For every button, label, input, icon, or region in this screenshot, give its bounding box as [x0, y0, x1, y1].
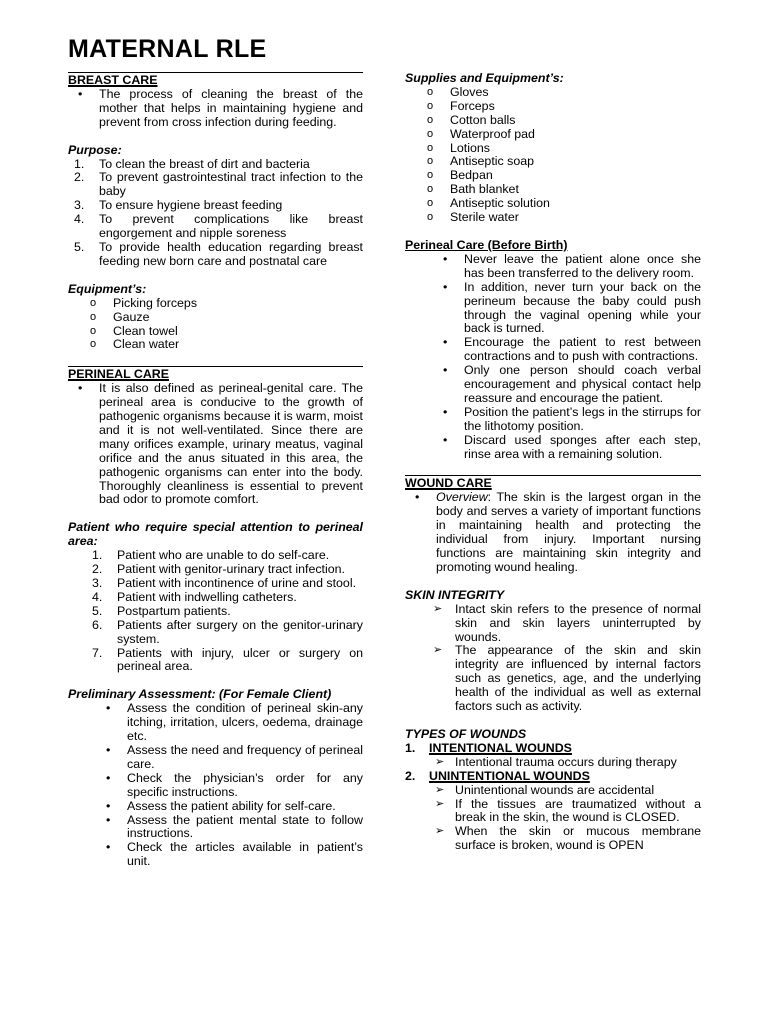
- list-item: • In addition, never turn your back on the perineum because the baby could push through the vaginal opening while your back is turned.: [405, 281, 701, 337]
- list-item: o Lotions: [405, 142, 701, 156]
- list-item: 5. To provide health education regarding breast feeding new born care and postnatal care: [74, 239, 363, 268]
- right-column: [405, 72, 701, 853]
- before-birth-list: [405, 253, 701, 462]
- list-item: 3. Patient with incontinence of urine and stool.: [92, 576, 357, 590]
- supplies-list: [405, 86, 701, 225]
- left-column: [68, 72, 363, 869]
- list-item: • Check the articles available in patient’s unit.: [68, 841, 363, 869]
- list-item: 2. Patient with genitor-urinary tract infection.: [92, 562, 345, 577]
- list-item: o Clean water: [68, 338, 363, 352]
- breast-care-heading: BREAST CARE: [68, 72, 363, 88]
- list-item: o Bath blanket: [405, 183, 701, 197]
- list-item: 7. Patients with injury, ulcer or surgery on perineal area.: [92, 645, 363, 674]
- list-item: o Gauze: [68, 311, 363, 325]
- list-item: 2. To prevent gastrointestinal tract infection to the baby: [74, 170, 363, 199]
- list-item: o Antiseptic soap: [405, 155, 701, 169]
- attention-heading: Patient who require special attention to perineal area:: [68, 520, 363, 549]
- list-item: o Forceps: [405, 100, 701, 114]
- equipment-list: [68, 297, 363, 353]
- list-item: o Picking forceps: [68, 297, 363, 311]
- list-item: • Assess the patient mental state to follow instructions.: [68, 814, 363, 842]
- list-item: • Assess the need and frequency of perineal care.: [68, 744, 363, 772]
- list-item: • It is also defined as perineal-genital care. The perineal area is conducive to the growth of pathogenic organisms because it is warm, moist and it is not well-ventilated. Since there are many orifices example, urinary meatus, vaginal orifice and the anus situated in this area, the pathogenic organisms can enter into the body. Thoroughly cleanliness is essential to prevent bad odor to promote comfort.: [68, 382, 363, 507]
- list-item: ➢ Unintentional wounds are accidental: [405, 784, 701, 798]
- list-item: • The process of cleaning the breast of the mother that helps in maintaining hygiene and prevent from cross infection during feeding.: [68, 88, 363, 130]
- list-item: • Only one person should coach verbal encouragement and physical contact help reassure and encourage the patient.: [405, 364, 701, 406]
- attention-list: [68, 549, 363, 674]
- list-item: 4. Patient with indwelling catheters.: [92, 589, 297, 604]
- intentional-wounds-list: [405, 756, 701, 770]
- list-item: 6. Patients after surgery on the genitor-urinary system.: [92, 617, 363, 646]
- list-item: o Cotton balls: [405, 114, 701, 128]
- list-item: 5. Postpartum patients.: [92, 603, 231, 618]
- list-item: 4. To prevent complications like breast engorgement and nipple soreness: [74, 212, 363, 241]
- assessment-list: [68, 702, 363, 869]
- list-item: 3. To ensure hygiene breast feeding: [74, 198, 283, 213]
- breast-care-definition-list: [68, 88, 363, 130]
- list-item: ➢ Intentional trauma occurs during therapy: [405, 756, 701, 770]
- wound-care-heading: WOUND CARE: [405, 475, 701, 491]
- list-item: ➢ The appearance of the skin and skin integrity are influenced by internal factors such as genetics, age, and the underlying health of the individual as well as external factors such as activity.: [405, 644, 701, 714]
- list-item: 1. To clean the breast of dirt and bacteria: [74, 156, 310, 171]
- list-item: • Never leave the patient alone once she has been transferred to the delivery room.: [405, 253, 701, 281]
- intentional-wounds-heading: 1. INTENTIONAL WOUNDS: [405, 740, 572, 755]
- perineal-definition-list: [68, 382, 363, 507]
- before-birth-heading: Perineal Care (Before Birth): [405, 237, 568, 252]
- list-item: • Discard used sponges after each step, rinse area with a remaining solution.: [405, 434, 701, 462]
- list-item: o Gloves: [405, 86, 701, 100]
- purpose-list: [68, 158, 363, 269]
- unintentional-wounds-list: [405, 784, 701, 854]
- list-item: • Assess the patient ability for self-care.: [68, 800, 363, 814]
- skin-integrity-list: [405, 603, 701, 714]
- perineal-care-heading: PERINEAL CARE: [68, 366, 363, 382]
- list-item: • Assess the condition of perineal skin-any itching, irritation, ulcers, oedema, drainage etc.: [68, 702, 363, 744]
- equipment-heading: Equipment’s:: [68, 281, 147, 296]
- list-item: o Bedpan: [405, 169, 701, 183]
- list-item: ➢ Intact skin refers to the presence of normal skin and skin layers uninterrupted by wounds.: [405, 603, 701, 645]
- supplies-heading: Supplies and Equipment’s:: [405, 71, 564, 85]
- list-item: ➢ When the skin or mucous membrane surface is broken, wound is OPEN: [405, 825, 701, 853]
- assessment-heading: Preliminary Assessment: (For Female Client): [68, 687, 332, 702]
- overview-text: : The skin is the largest organ in the body and serves a variety of important functions in maintaining health and protecting the individual from injury. Important nursing functions are maintaining skin integrity and promoting wound healing.: [436, 490, 701, 574]
- list-item: o Sterile water: [405, 211, 701, 225]
- page-title: MATERNAL RLE: [68, 35, 267, 63]
- list-item: • Encourage the patient to rest between contractions and to push with contractions.: [405, 336, 701, 364]
- list-item: • Check the physician’s order for any specific instructions.: [68, 772, 363, 800]
- wound-overview-list: [405, 491, 701, 574]
- unintentional-wounds-heading: 2. UNINTENTIONAL WOUNDS: [405, 768, 590, 783]
- types-of-wounds-heading: TYPES OF WOUNDS: [405, 726, 527, 741]
- list-item: o Waterproof pad: [405, 128, 701, 142]
- skin-integrity-heading: SKIN INTEGRITY: [405, 587, 505, 602]
- overview-label: Overview: [436, 490, 488, 505]
- list-item: [405, 491, 701, 574]
- list-item: 1. Patient who are unable to do self-care.: [92, 548, 330, 563]
- purpose-heading: Purpose:: [68, 142, 122, 157]
- list-item: o Clean towel: [68, 325, 363, 339]
- list-item: ➢ If the tissues are traumatized without a break in the skin, the wound is CLOSED.: [405, 798, 701, 826]
- list-item: o Antiseptic solution: [405, 197, 701, 211]
- list-item: • Position the patient’s legs in the stirrups for the lithotomy position.: [405, 406, 701, 434]
